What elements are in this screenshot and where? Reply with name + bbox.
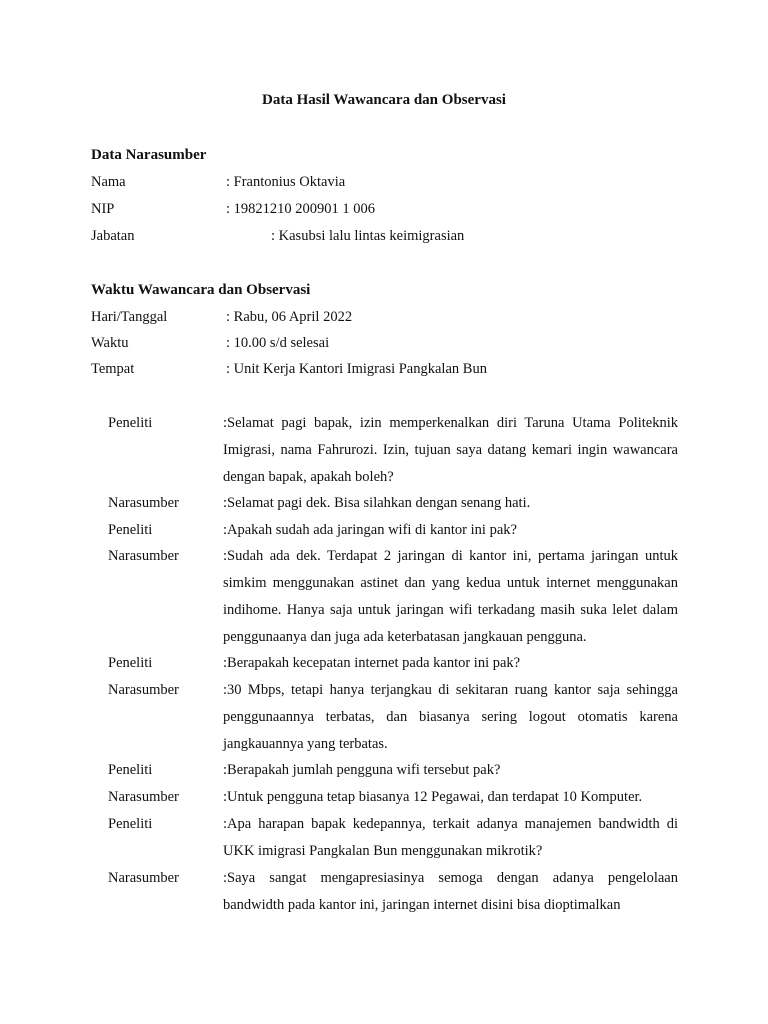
dialogue-text: :Berapakah kecepatan internet pada kantor ini pak? — [223, 655, 521, 671]
dialogue-text: :Selamat pagi bapak, izin memperkenalkan diri Taruna Utama Politeknik Imigrasi, nama Fahrurozi. Izin, tujuan saya datang kemari ingin wawancara dengan bapak, apakah boleh? — [223, 415, 678, 485]
speaker-label: Narasumber — [108, 870, 179, 886]
waktu-heading: Waktu Wawancara dan Observasi — [91, 282, 311, 298]
field-label: Waktu — [91, 335, 129, 351]
speaker-label: Peneliti — [108, 816, 153, 832]
field-value: : Rabu, 06 April 2022 — [226, 309, 353, 325]
field-label: NIP — [91, 201, 115, 217]
field-value: : 10.00 s/d selesai — [226, 335, 330, 351]
field-label: Jabatan — [91, 228, 135, 244]
dialogue-text: :Apakah sudah ada jaringan wifi di kantor ini pak? — [223, 522, 517, 538]
dialogue-text: :Selamat pagi dek. Bisa silahkan dengan senang hati. — [223, 495, 531, 511]
field-value: : Kasubsi lalu lintas keimigrasian — [271, 228, 465, 244]
speaker-label: Peneliti — [108, 415, 153, 431]
field-label: Hari/Tanggal — [91, 309, 168, 325]
speaker-label: Peneliti — [108, 522, 153, 538]
speaker-label: Peneliti — [108, 762, 153, 778]
dialogue-text: :Apa harapan bapak kedepannya, terkait adanya manajemen bandwidth di UKK imigrasi Pangkalan Bun menggunakan mikrotik? — [223, 816, 678, 859]
dialogue-text: :Sudah ada dek. Terdapat 2 jaringan di kantor ini, pertama jaringan untuk simkim menggunakan astinet dan yang kedua untuk internet menggunakan indihome. Hanya saja untuk jaringan wifi terkadang masih suka lelet dalam penggunaanya dan juga ada keterbatasan jangkauan pengguna. — [223, 548, 678, 645]
narasumber-heading: Data Narasumber — [91, 147, 207, 163]
field-value: : Frantonius Oktavia — [226, 174, 346, 190]
speaker-label: Narasumber — [108, 682, 179, 698]
field-label: Tempat — [91, 361, 135, 377]
dialogue-text: :Saya sangat mengapresiasinya semoga dengan adanya pengelolaan bandwidth pada kantor ini, jaringan internet disini bisa dioptimalkan — [223, 870, 678, 913]
dialogue-text: :Untuk pengguna tetap biasanya 12 Pegawai, dan terdapat 10 Komputer. — [223, 789, 643, 805]
field-value: : Unit Kerja Kantori Imigrasi Pangkalan Bun — [226, 361, 487, 377]
speaker-label: Narasumber — [108, 789, 179, 805]
dialogue-text: :30 Mbps, tetapi hanya terjangkau di sekitaran ruang kantor saja sehingga penggunaannya terbatas, dan biasanya sering logout otomatis karena jangkauannya yang terbatas. — [223, 682, 678, 752]
speaker-label: Peneliti — [108, 655, 153, 671]
speaker-label: Narasumber — [108, 495, 179, 511]
dialogue-text: :Berapakah jumlah pengguna wifi tersebut pak? — [223, 762, 501, 778]
document-title: Data Hasil Wawancara dan Observasi — [262, 92, 506, 108]
field-value: : 19821210 200901 1 006 — [226, 201, 376, 217]
field-label: Nama — [91, 174, 126, 190]
speaker-label: Narasumber — [108, 548, 179, 564]
